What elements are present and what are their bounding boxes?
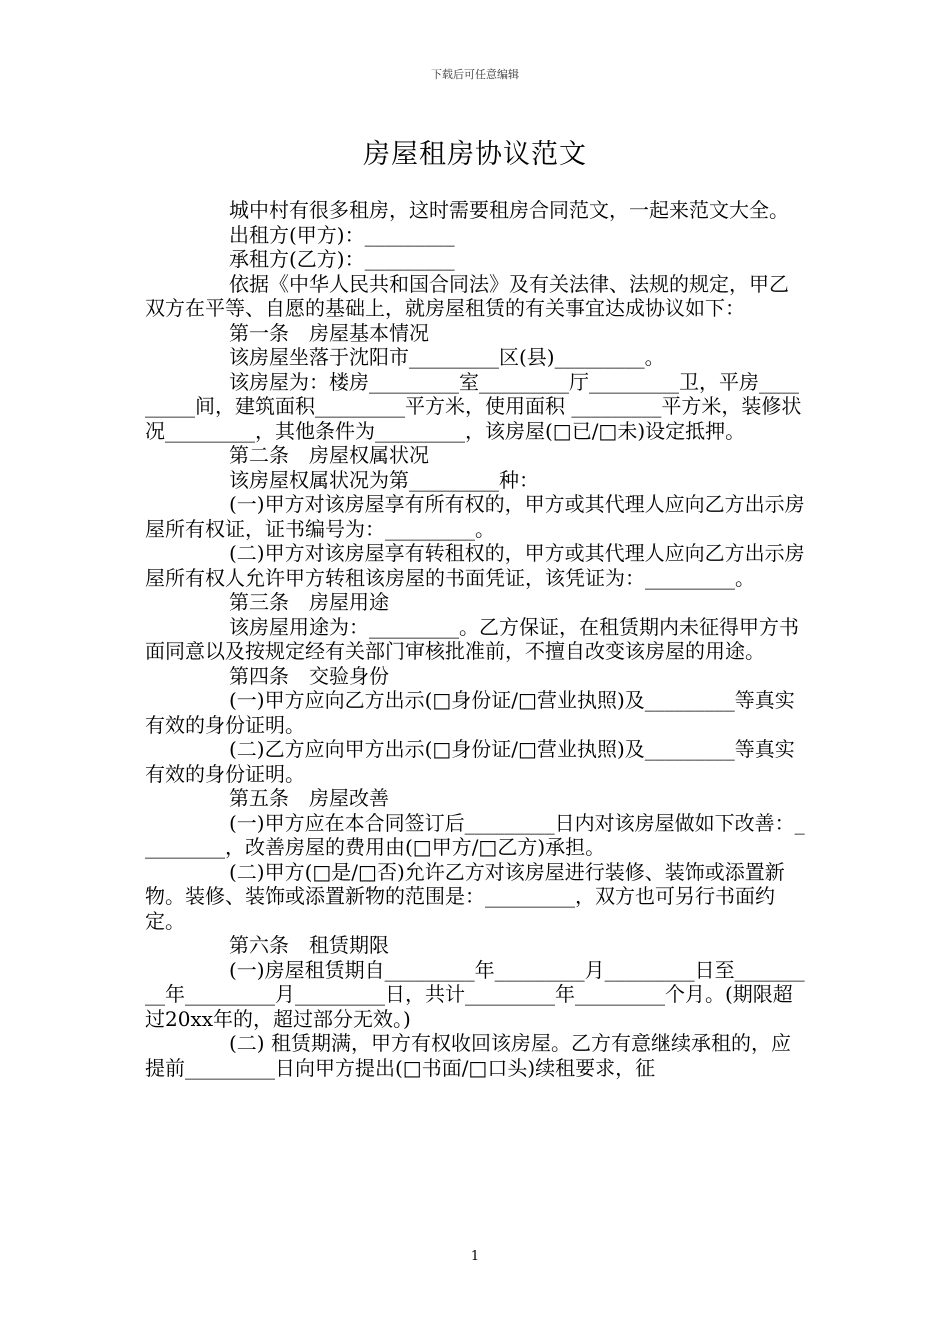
article-heading-5: 第五条 房屋改善	[229, 786, 389, 810]
article-heading-4: 第四条 交验身份	[229, 663, 389, 688]
article-heading-1: 第一条 房屋基本情况	[229, 320, 429, 345]
paragraph-identity-1: (一)甲方应向乙方出示(□身份证/□营业执照)及_________等真实有效的身份证明。	[145, 688, 795, 737]
page-header-note: 下载后可任意编辑	[431, 68, 519, 81]
paragraph-ownership-1: (一)甲方对该房屋享有所有权的，甲方或其代理人应向乙方出示房屋所有权证，证书编号为：_________。	[145, 492, 805, 541]
paragraph-intro: 城中村有很多租房，这时需要租房合同范文，一起来范文大全。	[229, 198, 789, 222]
paragraph-term-2: (二) 租赁期满，甲方有权收回该房屋。乙方有意继续承租的，应提前_________日向甲方提出(□书面/□口头)续租要求，征	[145, 1031, 791, 1080]
paragraph-ownership-2: (二)甲方对该房屋享有转租权的，甲方或其代理人应向乙方出示房屋所有权人允许甲方转租该房屋的书面凭证，该凭证为：_________。	[145, 541, 805, 590]
paragraph-location: 该房屋坐落于沈阳市_________区(县)_________。	[229, 345, 665, 369]
paragraph-ownership-type: 该房屋权属状况为第_________种：	[229, 467, 539, 492]
paragraph-identity-2: (二)乙方应向甲方出示(□身份证/□营业执照)及_________等真实有效的身份证明。	[145, 737, 795, 786]
paragraph-term-1: (一)房屋租赁期自_________年_________月_________日至_________年_________月_________日，共计_________年_________个月。(期限超过20xx年的，超过部分无效。)	[145, 957, 805, 1031]
paragraph-usage: 该房屋用途为：_________。乙方保证，在租赁期内未征得甲方书面同意以及按规定经有关部门审核批准前，不擅自改变该房屋的用途。	[145, 614, 799, 663]
article-heading-3: 第三条 房屋用途	[229, 590, 389, 614]
page-number: 1	[470, 1249, 480, 1264]
document-body	[145, 198, 805, 1080]
paragraph-improvement-2: (二)甲方(□是/□否)允许乙方对该房屋进行装修、装饰或添置新物。装修、装饰或添置新物的范围是：_________，双方也可另行书面约定。	[145, 859, 785, 933]
paragraph-house-details: 该房屋为：楼房_________室_________厅_________卫，平房_________间，建筑面积_________平方米，使用面积 _________平方米，装修状况_________，其他条件为_________，该房屋(□已/□未)设定抵押。	[145, 369, 802, 443]
paragraph-lessor: 出租方(甲方)：_________	[229, 222, 455, 247]
article-heading-6: 第六条 租赁期限	[229, 933, 389, 957]
document-title: 房屋租房协议范文	[363, 139, 587, 170]
paragraph-lessee: 承租方(乙方)：_________	[229, 247, 455, 271]
paragraph-improvement-1: (一)甲方应在本合同签订后_________日内对该房屋做如下改善：_________，改善房屋的费用由(□甲方/□乙方)承担。	[145, 810, 805, 859]
article-heading-2: 第二条 房屋权属状况	[229, 443, 429, 467]
paragraph-basis: 依据《中华人民共和国合同法》及有关法律、法规的规定，甲乙双方在平等、自愿的基础上，就房屋租赁的有关事宜达成协议如下：	[145, 271, 789, 320]
